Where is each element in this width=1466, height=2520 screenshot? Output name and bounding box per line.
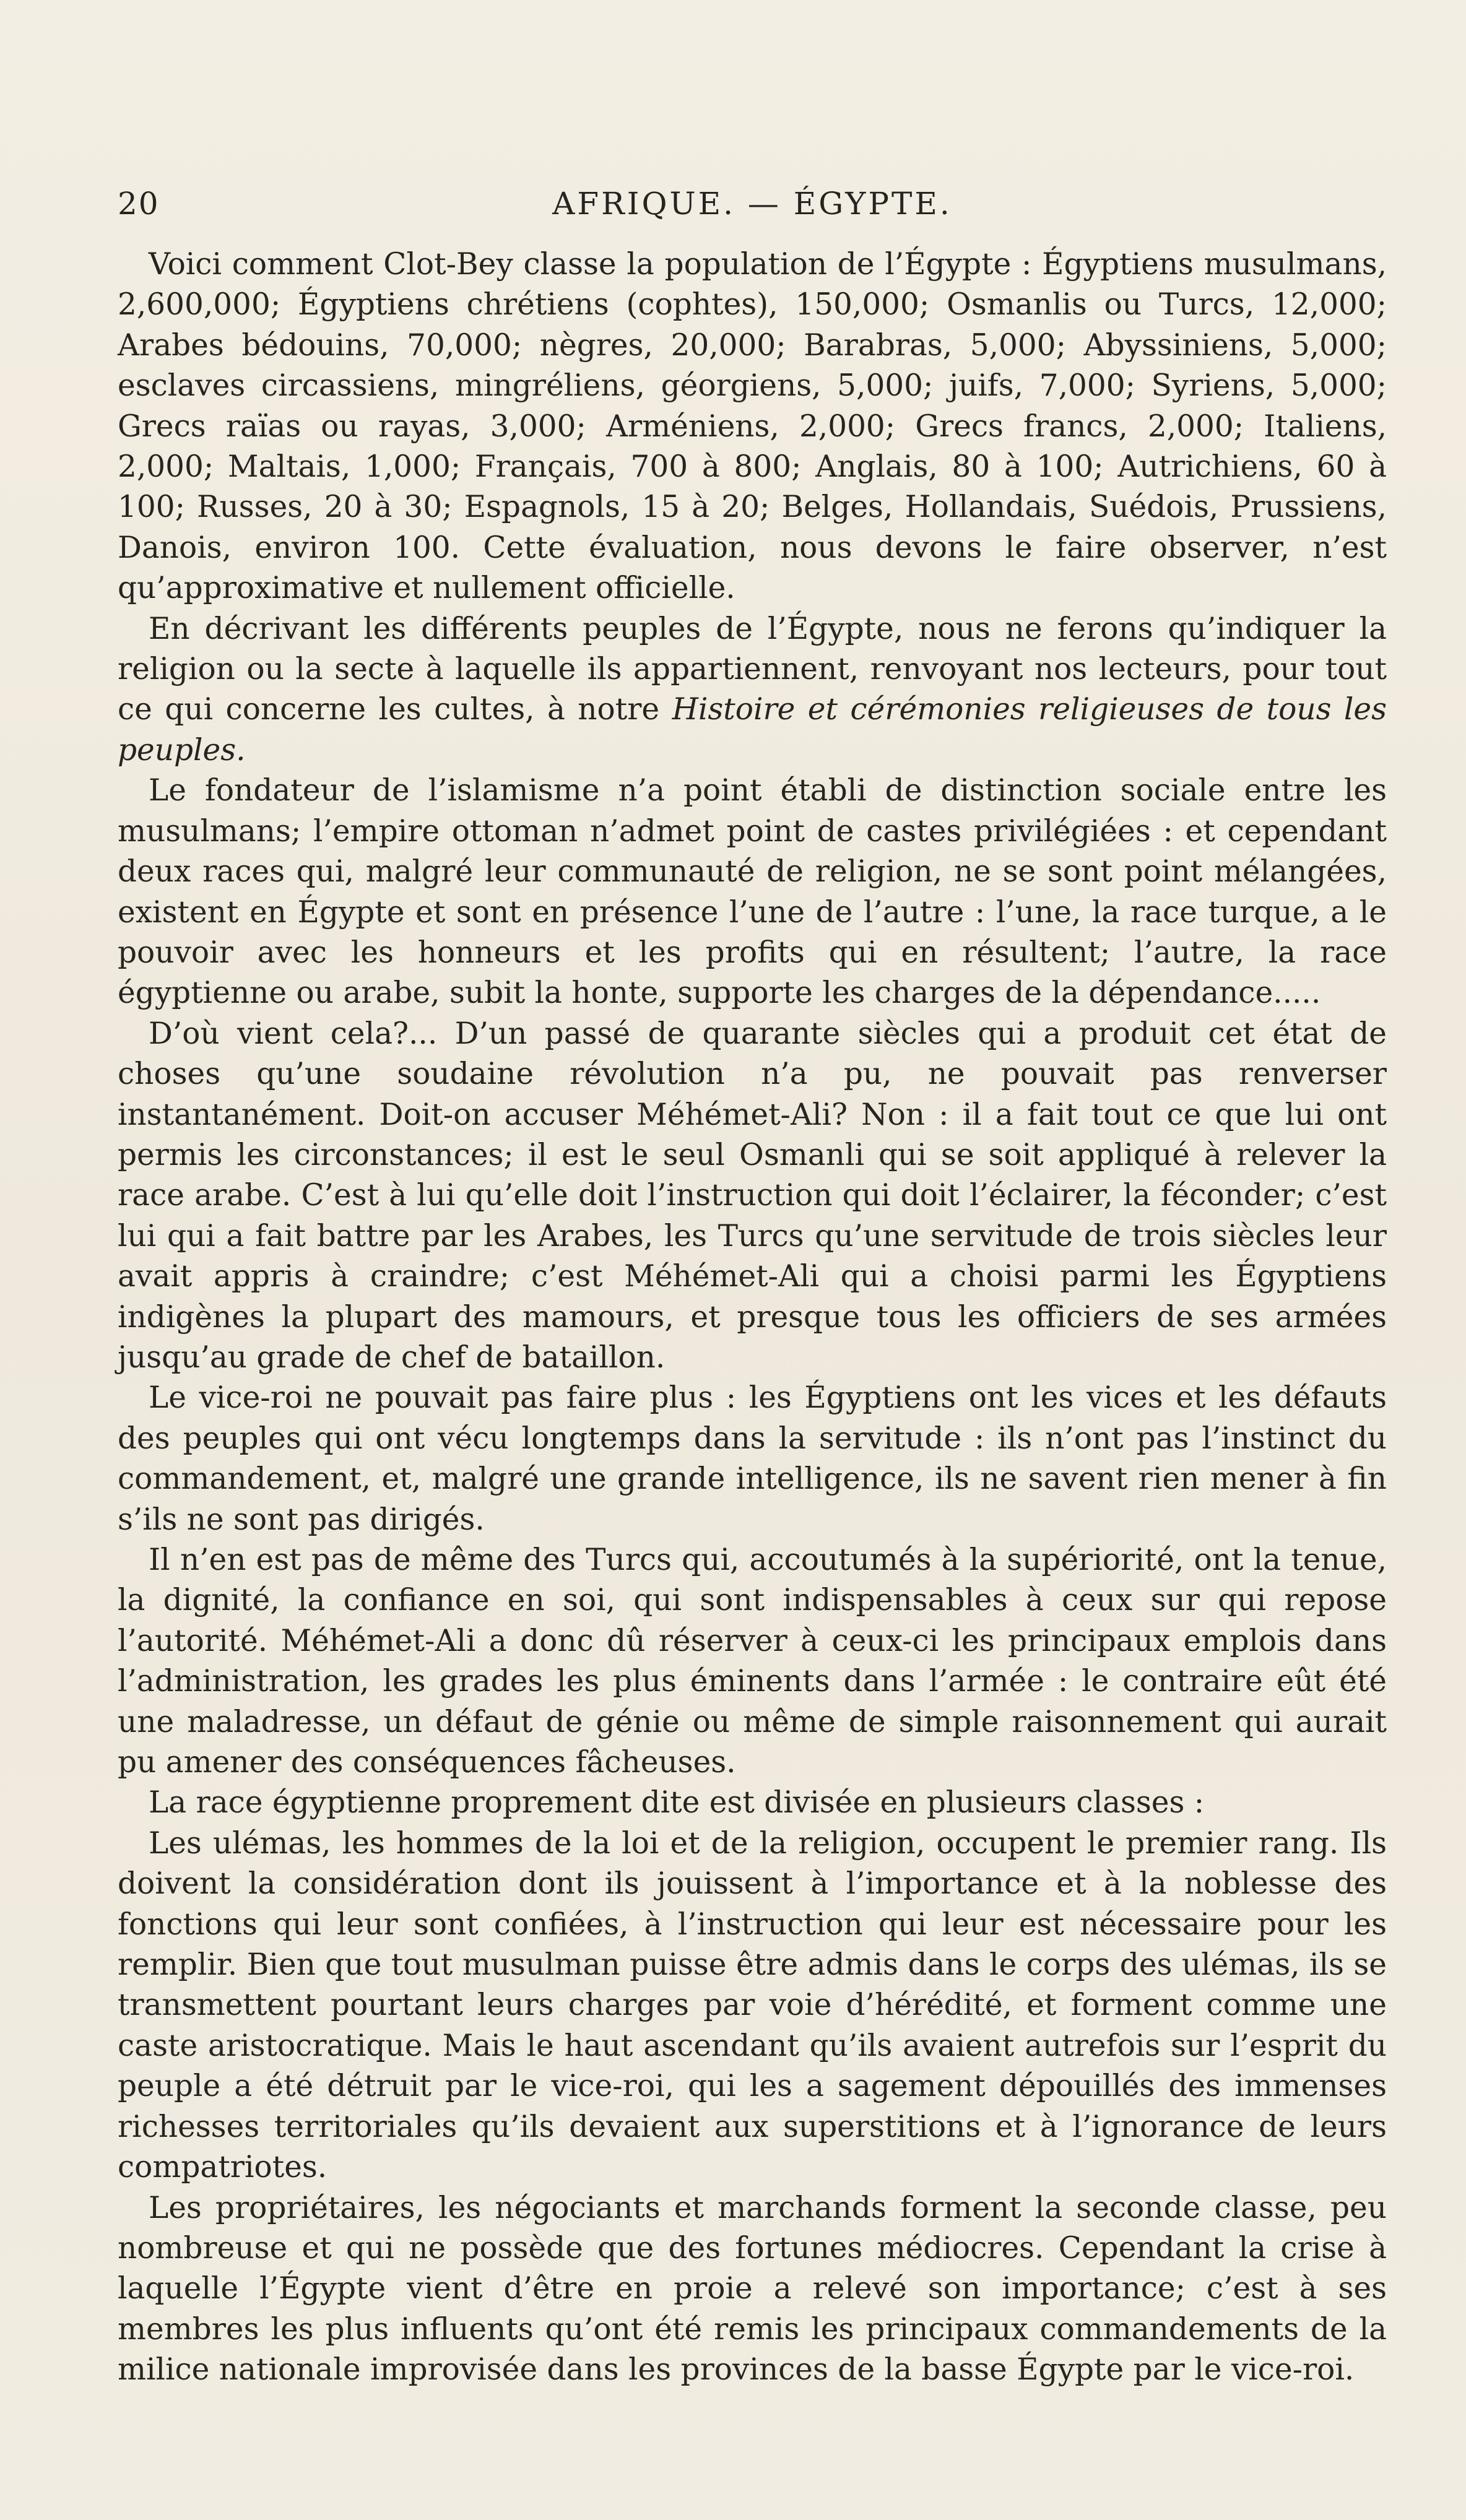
paragraph-classes: La race égyptienne proprement dite est divisée en plusieurs classes :	[149, 1785, 1205, 1821]
paragraph-islam-founder: Le fondateur de l’islamisme n’a point établi de distinction sociale entre les musulmans; l’empire ottoman n’admet point de castes privilégiées : et cependant deux races qui, malgré leur communauté de religion, ne se sont point mélangées, existent en Égypte et sont en présence l’une de l’autre : l’une, la race turque, a le pouvoir avec les honneurs et les profits qui en résultent; l’autre, la race égyptienne ou arabe, subit la honte, supporte les charges de la dépendance.....	[118, 773, 1387, 1011]
paragraph-proprietaires: Les propriétaires, les négociants et marchands forment la seconde classe, peu nombreuse et qui ne possède que des fortunes médiocres. Cependant la crise à laquelle l’Égypte vient d’être en proie a relevé son importance; c’est à ses membres les plus influents qu’ont été remis les principaux commandements de la milice nationale improvisée dans les provinces de la basse Égypte par le vice-roi.	[118, 2190, 1387, 2388]
paragraph-origin: D’où vient cela?... D’un passé de quarante siècles qui a produit cet état de choses qu’une soudaine révolution n’a pu, ne pouvait pas renverser instantanément. Doit-on accuser Méhémet-Ali? Non : il a fait tout ce que lui ont permis les circonstances; il est le seul Osmanli qui se soit appliqué à relever la race arabe. C’est à lui qu’elle doit l’instruction qui doit l’éclairer, la féconder; c’est lui qui a fait battre par les Arabes, les Turcs qu’une servitude de trois siècles leur avait appris à craindre; c’est Méhémet-Ali qui a choisi parmi les Égyptiens indigènes la plupart des mamours, et presque tous les officiers de ses armées jusqu’au grade de chef de bataillon.	[118, 1016, 1387, 1375]
paragraph-population: Voici comment Clot-Bey classe la population de l’Égypte : Égyptiens musulmans, 2,600,000; Égyptiens chrétiens (cophtes), 150,000; Osmanlis ou Turcs, 12,000; Arabes bédouins, 70,000; nègres, 20,000; Barabras, 5,000; Abyssiniens, 5,000; esclaves circassiens, mingréliens, géorgiens, 5,000; juifs, 7,000; Syriens, 5,000; Grecs raïas ou rayas, 3,000; Arméniens, 2,000; Grecs francs, 2,000; Italiens, 2,000; Maltais, 1,000; Français, 700 à 800; Anglais, 80 à 100; Autrichiens, 60 à 100; Russes, 20 à 30; Espagnols, 15 à 20; Belges, Hollandais, Suédois, Prussiens, Danois, environ 100. Cette évaluation, nous devons le faire observer, n’est qu’approximative et nullement officielle.	[118, 247, 1387, 606]
text-body	[118, 245, 1387, 2391]
book-title-reference: Histoire et cérémonies religieuses de tous les peuples.	[118, 692, 1387, 768]
paragraph-religions	[118, 609, 1387, 771]
paragraph-turcs: Il n’en est pas de même des Turcs qui, accoutumés à la supériorité, ont la tenue, la dignité, la confiance en soi, qui sont indispensables à ceux sur qui repose l’autorité. Méhémet-Ali a donc dû réserver à ceux-ci les principaux emplois dans l’administration, les grades les plus éminents dans l’armée : le contraire eût été une maladresse, un défaut de génie ou même de simple raisonnement qui aurait pu amener des conséquences fâcheuses.	[118, 1543, 1387, 1780]
page-number: 20	[118, 186, 160, 222]
section-title: AFRIQUE. — ÉGYPTE.	[552, 186, 952, 222]
running-head	[118, 186, 1387, 235]
paragraph-vice-roi: Le vice-roi ne pouvait pas faire plus : les Égyptiens ont les vices et les défauts des peuples qui ont vécu longtemps dans la servitude : ils n’ont pas l’instinct du commandement, et, malgré une grande intelligence, ils ne savent rien mener à fin s’ils ne sont pas dirigés.	[118, 1380, 1387, 1537]
paragraph-religions-text: En décrivant les différents peuples de l’Égypte, nous ne ferons qu’indiquer la religion ou la secte à laquelle ils appartiennent, renvoyant nos lecteurs, pour tout ce qui concerne les cultes, à notre	[118, 611, 1387, 727]
paragraph-ulemas: Les ulémas, les hommes de la loi et de la religion, occupent le premier rang. Ils doivent la considération dont ils jouissent à l’importance et à la noblesse des fonctions qui leur sont confiées, à l’instruction qui leur est nécessaire pour les remplir. Bien que tout musulman puisse être admis dans le corps des ulémas, ils se transmettent pourtant leurs charges par voie d’hérédité, et forment comme une caste aristocratique. Mais le haut ascendant qu’ils avaient autrefois sur l’esprit du peuple a été détruit par le vice-roi, qui les a sagement dépouillés des immenses richesses territoriales qu’ils devaient aux superstitions et à l’ignorance de leurs compatriotes.	[118, 1825, 1387, 2185]
